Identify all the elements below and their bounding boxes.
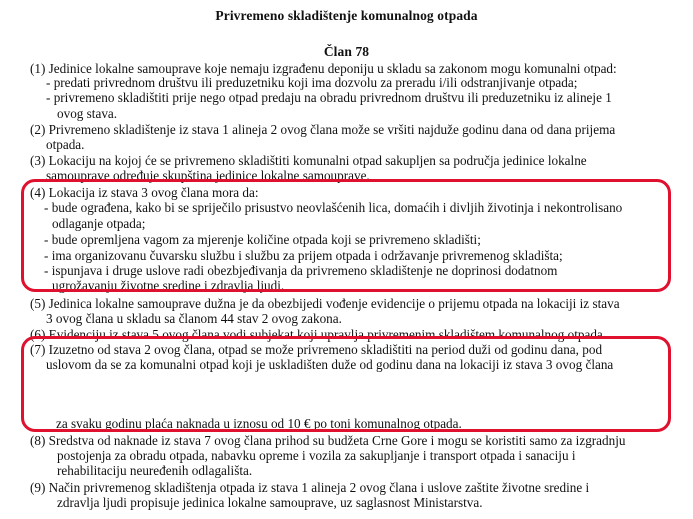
paragraph-4-line: - ispunjava i druge uslove radi obezbjeđivanja da privremeno skladištenje ne doprinosi dodatnom (44, 263, 558, 278)
paragraph-5-line: 3 ovog člana u skladu sa članom 44 stav 2 ovog zakona. (46, 311, 342, 326)
paragraph-4-line: - ima organizovanu čuvarsku službu i službu za prijem otpada i održavanje privremenog skladišta; (44, 248, 563, 263)
paragraph-4-line: (4) Lokacija iz stava 3 ovog člana mora da: (30, 185, 259, 200)
paragraph-7-line: uslovom da se za komunalni otpad koji je uskladišten duže od godinu dana na lokaciji iz stava 3 ovog člana (46, 357, 614, 372)
paragraph-2-line: otpada. (46, 137, 85, 152)
paragraph-1-line: - privremeno skladištiti prije nego otpad predaju na obradu privrednom društvu ili preduzetniku iz alineje 1 (46, 90, 612, 105)
paragraph-4-line: odlaganje otpada; (52, 216, 146, 231)
paragraph-6-line: (6) Evidenciju iz stava 5 ovog člana vodi subjekat koji upravlja privremenim skladištem komunalnog otpada. (30, 327, 607, 342)
paragraph-3-line: samouprave određuje skupština jedinice lokalne samouprave. (46, 168, 370, 183)
section-title: Privremeno skladištenje komunalnog otpada (215, 8, 478, 23)
paragraph-1-line: ovog stava. (57, 106, 118, 121)
paragraph-7-line: za svaku godinu plaća naknada u iznosu od 10 € po toni komunalnog otpada. (56, 416, 462, 431)
paragraph-1-line: - predati privrednom društvu ili preduzetniku koji ima dozvolu za preradu i/ili odstranjivanje otpada; (46, 75, 578, 90)
paragraph-3-line: (3) Lokaciju na kojoj će se privremeno skladištiti komunalni otpad sakupljen sa područja jedinice lokalne (30, 153, 587, 168)
paragraph-4-line: ugrožavanju životne sredine i zdravlja ljudi. (52, 278, 285, 293)
paragraph-1-line: (1) Jedinice lokalne samouprave koje nemaju izgrađenu deponiju u skladu sa zakonom mogu komunalni otpad: (30, 61, 617, 76)
article-title: Član 78 (323, 44, 370, 59)
paragraph-8-line: rehabilitaciju neuređenih odlagališta. (57, 463, 253, 478)
paragraph-8-line: (8) Sredstva od naknade iz stava 7 ovog člana prihod su budžeta Crne Gore i mogu se koristiti samo za izgradnju (30, 433, 626, 448)
paragraph-7-line: (7) Izuzetno od stava 2 ovog člana, otpad se može privremeno skladištiti na period duži od godinu dana, pod (30, 342, 603, 357)
paragraph-2-line: (2) Privremeno skladištenje iz stava 1 alineja 2 ovog člana može se vršiti najduže godinu dana od dana prijema (30, 122, 616, 137)
paragraph-9-line: zdravlja ljudi propisuje jedinica lokalne samouprave, uz saglasnost Ministarstva. (57, 495, 483, 510)
paragraph-4-line: - bude ograđena, kako bi se spriječilo prisustvo neovlašćenih lica, domaćih i divljih životinja i nekontrolisano (44, 200, 623, 215)
paragraph-9-line: (9) Način privremenog skladištenja otpada iz stava 1 alineja 2 ovog člana i uslove zaštite životne sredine i (30, 480, 590, 495)
paragraph-4-line: - bude opremljena vagom za mjerenje količine otpada koji se privremeno skladišti; (44, 232, 481, 247)
paragraph-8-line: postojenja za obradu otpada, nabavku opreme i vozila za sakupljanje i transport otpada i sanaciju i (57, 448, 576, 463)
paragraph-5-line: (5) Jedinica lokalne samouprave dužna je da obezbijedi vođenje evidencije o prijemu otpada na lokaciji iz stava (30, 296, 620, 311)
